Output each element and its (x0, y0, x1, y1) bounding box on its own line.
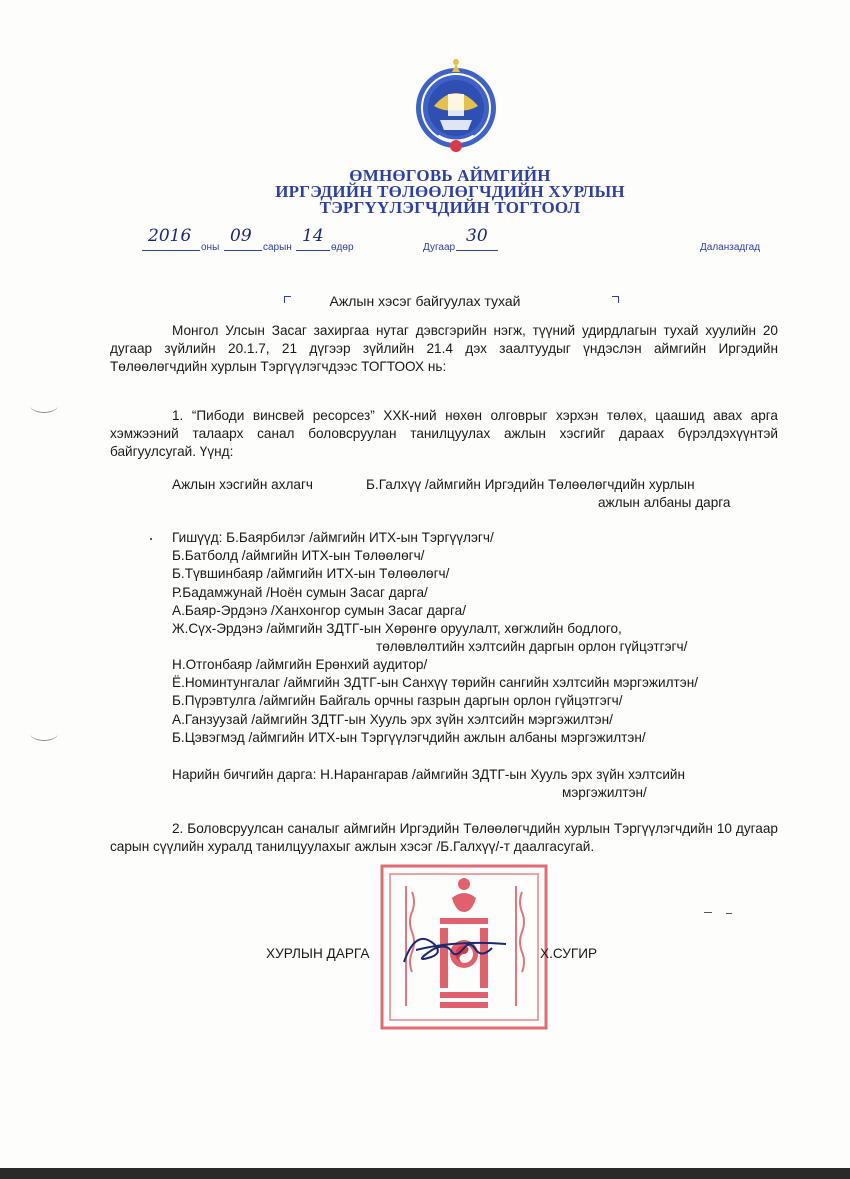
list-item: Б.Цэвэгмэд /аймгийн ИТХ-ын Тэргүүлэгчдийн ажлын албаны мэргэжилтэн/ (172, 729, 646, 745)
scan-bottom-edge (0, 1168, 850, 1179)
secretary (172, 766, 778, 802)
list-item: Б.Батболд /аймгийн ИТХ-ын Төлөөлөгч/ (172, 548, 425, 564)
header-line-2: ИРГЭДИЙН ТӨЛӨӨЛӨГЧДИЙН ХУРЛЫН (275, 182, 625, 201)
list-item: А.Баяр-Эрдэнэ /Ханхонгор сумын Засаг дарга/ (172, 602, 466, 618)
number-value: 30 (466, 226, 488, 246)
paragraph-clause-1: 1. “Пибоди винсвей ресорсез” ХХК-ний нөхөн олговрыг хэрхэн төлөх, цаашид авах арга хэмжээний талаарх санал боловсруулан танилцуулах ажлын хэсгийг дараах бүрэлдэхүүнтэй байгуулсугай. Үүнд: (110, 408, 778, 459)
list-item: Ё.Номинтунгалаг /аймгийн ЗДТГ-ын Санхүү төрийн сангийн хэлтсийн мэргэжилтэн/ (172, 675, 698, 691)
year-field (142, 226, 200, 251)
scan-speck (150, 538, 152, 540)
date-number-line (0, 228, 850, 258)
signature-title: ХУРЛЫН ДАРГА (266, 946, 370, 961)
state-emblem-icon (412, 58, 500, 158)
place-label: Даланзадгад (700, 242, 761, 253)
day-field (296, 226, 330, 251)
list-item: Б.Пүрэвтулга /аймгийн Байгаль орчны газрын даргын орлон гүйцэтгэгч/ (172, 693, 623, 709)
secretary-line-1: Нарийн бичгийн дарга: Н.Нарангарав /аймгийн ЗДТГ-ын Хууль эрх зүйн хэлтсийн (172, 767, 686, 782)
list-item: Н.Отгонбаяр /аймгийн Ерөнхий аудитор/ (172, 656, 428, 672)
list-item-wrapped (172, 620, 778, 656)
year-value: 2016 (148, 226, 192, 246)
paragraph-preamble: Монгол Улсын Засаг захиргаа нутаг дэвсгэрийн нэгж, түүний удирдлагын тухай хуулийн 20 дугаар зүйлийн 20.1.7, 21 дүгээр зүйлийн 21.4 дэх заалтуудыг үндэслэн аймгийн Иргэдийн Төлөөлөгчдийн хурлын Тэргүүлэгчдээс ТОГТООХ нь: (110, 323, 778, 374)
header-line-1: ӨМНӨГОВЬ АЙМГИЙН (349, 166, 551, 185)
handwritten-signature (396, 922, 516, 972)
month-value: 09 (230, 226, 252, 246)
secretary-line-2: мэргэжилтэн/ (562, 785, 647, 800)
number-label: Дугаар (423, 242, 456, 253)
day-value: 14 (302, 226, 324, 246)
paragraph-clause-2: 2. Боловсруулсан саналыг аймгийн Иргэдийн Төлөөлөгчдийн хурлын Тэргүүлэгчдийн 10 дугаар сарын сүүлийн хуралд танилцуулахыг ажлын хэсэг /Б.Галхүү/-т даалгасугай. (110, 821, 778, 854)
list-item-line-1: Ж.Сүх-Эрдэнэ /аймгийн ЗДТГ-ын Хөрөнгө оруулалт, хөгжлийн бодлого, (172, 620, 622, 636)
signatory-name: Х.СУГИР (540, 946, 598, 961)
members-list (172, 529, 778, 747)
scan-speck (726, 913, 732, 914)
scan-mark (30, 726, 58, 741)
scan-speck (704, 912, 712, 913)
title-bracket-right (612, 296, 619, 303)
leader-name (366, 476, 778, 512)
list-item: Р.Бадамжунай /Ноён сумын Засаг дарга/ (172, 584, 428, 600)
month-field (224, 226, 262, 251)
list-item: А.Ганзуузай /аймгийн ЗДТГ-ын Хууль эрх зүйн хэлтсийн мэргэжилтэн/ (172, 711, 613, 727)
number-field (456, 226, 498, 251)
leader-label: Ажлын хэсгийн ахлагч (172, 477, 313, 492)
leader-name-line-2: ажлын албаны дарга (598, 495, 731, 510)
list-item: Б.Түвшинбаяр /аймгийн ИТХ-ын Төлөөлөгч/ (172, 566, 450, 582)
list-item-line-2: төлөвлөлтийн хэлтсийн даргын орлон гүйцэтгэгч/ (376, 638, 688, 654)
year-label: оны (201, 242, 220, 253)
scan-mark (30, 398, 58, 413)
document-title: Ажлын хэсэг байгуулах тухай (329, 293, 521, 309)
list-item: Гишүүд: Б.Баярбилэг /аймгийн ИТХ-ын Тэргүүлэгч/ (172, 530, 494, 545)
day-label: өдөр (331, 242, 354, 253)
header-line-3: ТЭРГҮҮЛЭГЧДИЙН ТОГТООЛ (319, 198, 581, 217)
leader-name-line-1: Б.Галхүү /аймгийн Иргэдийн Төлөөлөгчдийн хурлын (366, 477, 695, 492)
month-label: сарын (263, 242, 292, 253)
